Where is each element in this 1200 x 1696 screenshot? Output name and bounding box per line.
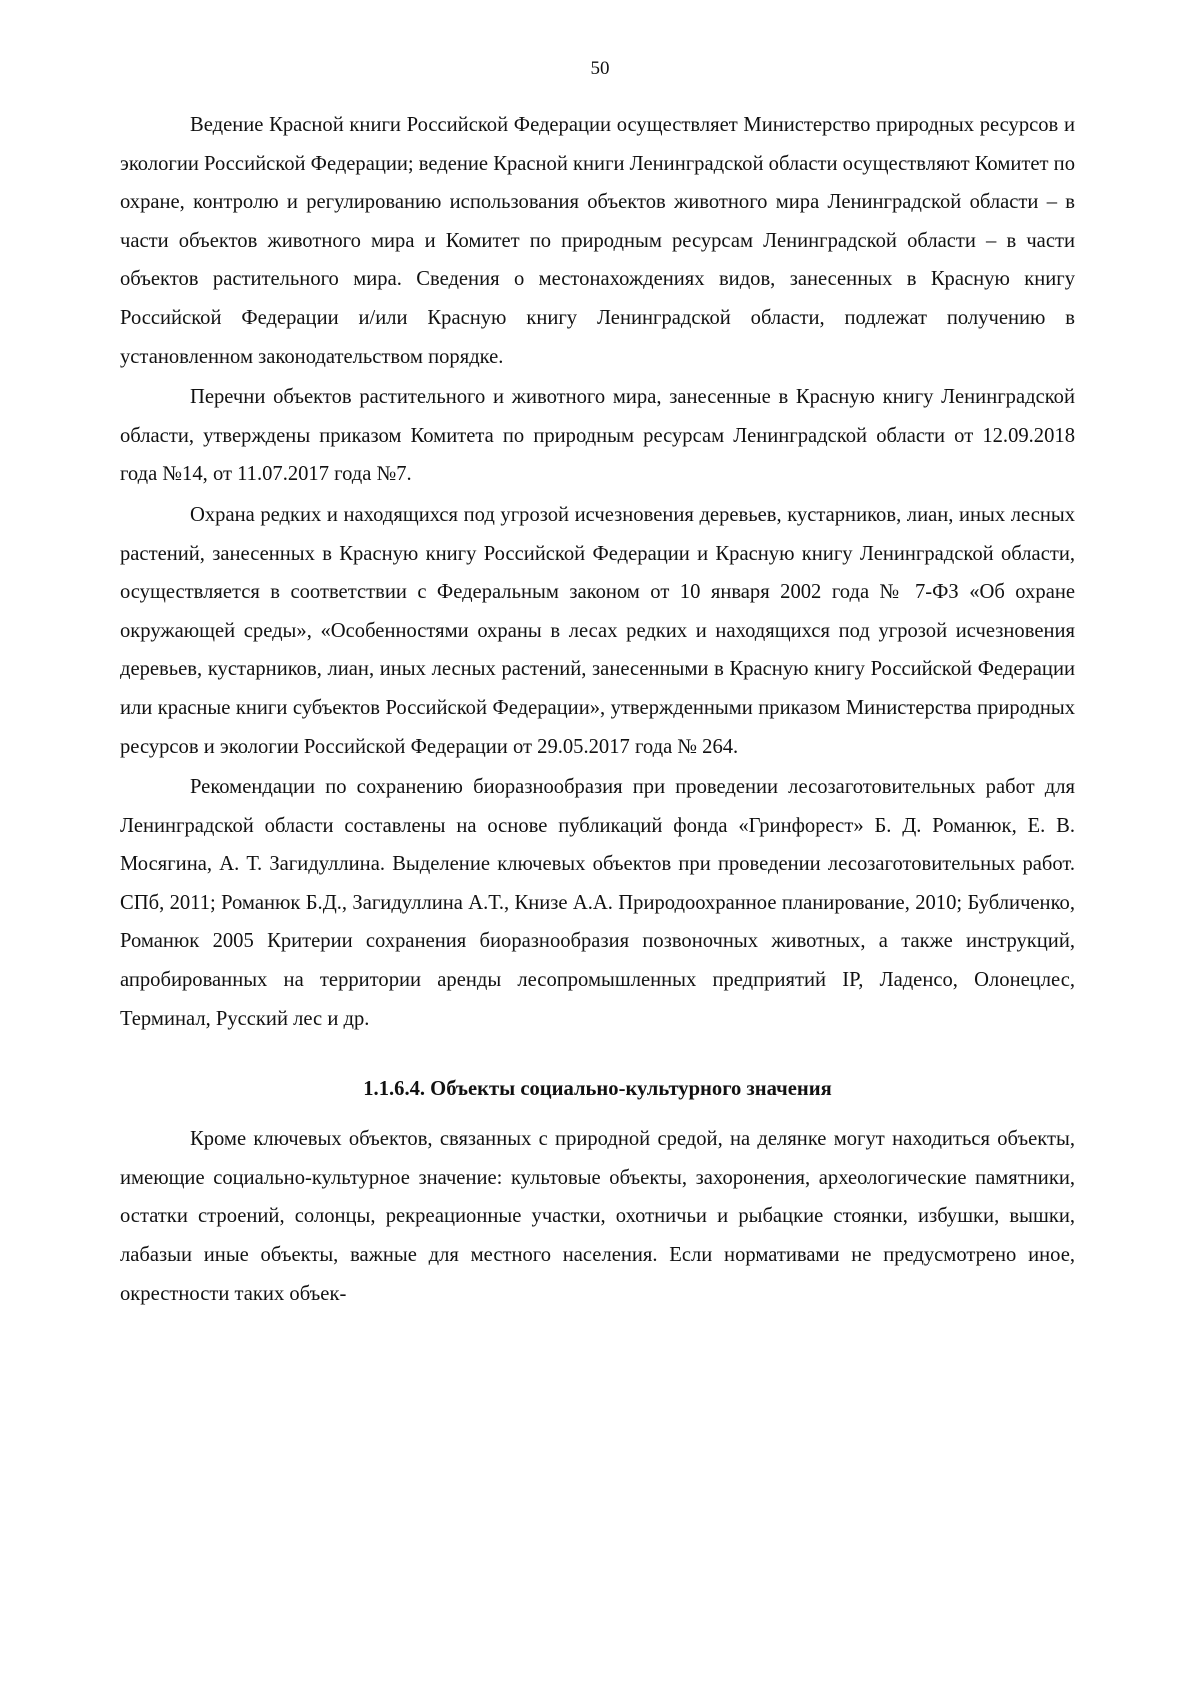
paragraph-biodiversity-recommendations: Рекомендации по сохранению биоразнообразия при проведении лесозаготовительных работ для Ленинградской области составлены на основе публикаций фонда «Гринфорест» Б. Д. Романюк, Е. В. Мосягина, А. Т. Загидуллина. Выделение ключевых объектов при проведении лесозаготовительных работ. СПб, 2011; Романюк Б.Д., Загидуллина А.Т., Книзе А.А. Природоохранное планирование, 2010; Бубличенко, Романюк 2005 Критерии сохранения биоразнообразия позвоночных животных, а также инструкций, апробированных на территории аренды лесопромышленных предприятий IP, Ладенсо, Олонецлес, Терминал, Русский лес и др. [120, 776, 1075, 1030]
paragraph-species-lists: Перечни объектов растительного и животного мира, занесенные в Красную книгу Ленинградской области, утверждены приказом Комитета по природным ресурсам Ленинградской области от 12.09.2018 года №14, от 11.07.2017 года №7. [120, 386, 1075, 486]
paragraph-rare-species-protection: Охрана редких и находящихся под угрозой исчезновения деревьев, кустарников, лиан, иных лесных растений, занесенных в Красную книгу Российской Федерации и Красную книгу Ленинградской области, осуществляется в соответствии с Федеральным законом от 10 января 2002 года № 7-ФЗ «Об охране окружающей среды», «Особенностями охраны в лесах редких и находящихся под угрозой исчезновения деревьев, кустарников, лиан, иных лесных растений, занесенными в Красную книгу Российской Федерации или красные книги субъектов Российской Федерации», утвержденными приказом Министерства природных ресурсов и экологии Российской Федерации от 29.05.2017 года № 264. [120, 503, 1075, 758]
document-body [120, 106, 1075, 1313]
section-heading: 1.1.6.4. Объекты социально-культурного значения [363, 1078, 832, 1101]
paragraph-sociocultural-objects: Кроме ключевых объектов, связанных с природной средой, на делянке могут находиться объекты, имеющие социально-культурное значение: культовые объекты, захоронения, археологические памятники, остатки строений, солонцы, рекреационные участки, охотничьи и рыбацкие стоянки, избушки, вышки, лабазыи иные объекты, важные для местного населения. Если нормативами не предусмотрено иное, окрестности таких объек- [120, 1128, 1075, 1305]
page-number: 50 [590, 58, 610, 79]
paragraph-red-book-management: Ведение Красной книги Российской Федерации осуществляет Министерство природных ресурсов и экологии Российской Федерации; ведение Красной книги Ленинградской области осуществляют Комитет по охране, контролю и регулированию использования объектов животного мира Ленинградской области – в части объектов животного мира и Комитет по природным ресурсам Ленинградской области – в части объектов растительного мира. Сведения о местонахождениях видов, занесенных в Красную книгу Российской Федерации и/или Красную книгу Ленинградской области, подлежат получению в установленном законодательством порядке. [120, 114, 1075, 368]
